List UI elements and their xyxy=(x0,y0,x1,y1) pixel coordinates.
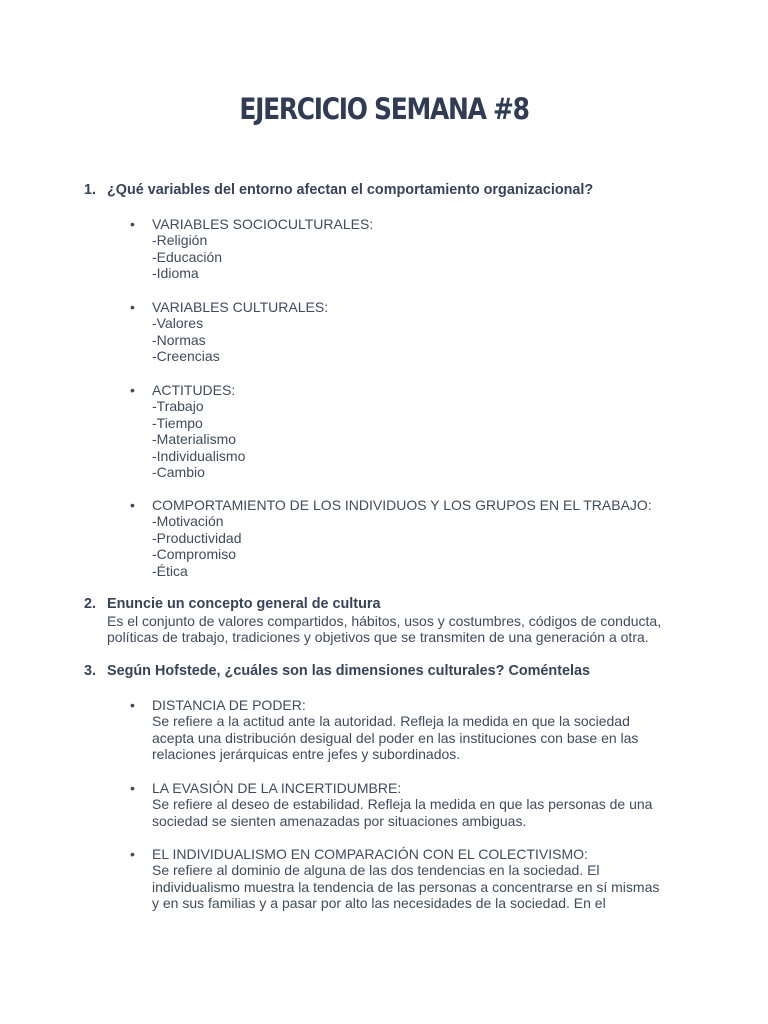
bullet-distancia-poder xyxy=(130,697,639,763)
question-number: 1. xyxy=(84,182,97,198)
answer-2 xyxy=(107,613,661,646)
bullet-text-line: individualismo muestra la tendencia de las personas a concentrarse en sí mismas xyxy=(152,878,660,895)
bullet-comportamiento xyxy=(130,497,652,579)
list-item: -Religión xyxy=(152,232,208,249)
bullet-text-line: Se refiere al deseo de estabilidad. Refleja la medida en que las personas de una xyxy=(152,796,653,813)
list-item: -Materialismo xyxy=(152,431,237,448)
list-item: -Ética xyxy=(152,562,188,579)
bullet-heading: COMPORTAMIENTO DE LOS INDIVIDUOS Y LOS GRUPOS EN EL TRABAJO: xyxy=(152,497,652,513)
bullet-dot-icon: • xyxy=(130,846,135,862)
answer-line: Es el conjunto de valores compartidos, hábitos, usos y costumbres, códigos de conducta, xyxy=(107,613,662,629)
bullet-individualismo xyxy=(130,846,660,912)
list-item: -Individualismo xyxy=(152,447,246,464)
list-item: -Valores xyxy=(152,315,204,332)
bullet-text-line: acepta una distribución desigual del poder en las instituciones con base en las xyxy=(152,729,639,746)
bullet-text-line: Se refiere al dominio de alguna de las dos tendencias en la sociedad. El xyxy=(152,862,600,879)
list-item: -Creencias xyxy=(152,348,220,365)
question-number: 3. xyxy=(84,663,97,679)
bullet-dot-icon: • xyxy=(130,697,135,713)
bullet-text-line: sociedad se sienten amenazadas por situaciones ambiguas. xyxy=(152,812,527,829)
list-item: -Educación xyxy=(152,248,223,265)
list-item: -Motivación xyxy=(152,513,224,530)
bullet-heading: DISTANCIA DE PODER: xyxy=(152,697,306,713)
bullet-heading: LA EVASIÓN DE LA INCERTIDUMBRE: xyxy=(152,780,402,796)
bullet-actitudes xyxy=(130,382,246,481)
bullet-heading: ACTITUDES: xyxy=(152,382,236,398)
document-title: EJERCICIO SEMANA #8 xyxy=(239,92,529,126)
bullet-text-line: relaciones jerárquicas entre jefes y subordinados. xyxy=(152,746,461,763)
bullet-heading: VARIABLES SOCIOCULTURALES: xyxy=(152,216,374,232)
bullet-text-line: y en sus familias y a pasar por alto las necesidades de la sociedad. En el xyxy=(152,895,606,912)
answer-line: políticas de trabajo, tradiciones y objetivos que se transmiten de una generación a otra. xyxy=(107,629,649,646)
question-number: 2. xyxy=(84,596,97,612)
bullet-socioculturales xyxy=(130,216,374,282)
bullet-dot-icon: • xyxy=(130,299,135,315)
bullet-culturales xyxy=(130,299,329,365)
bullet-dot-icon: • xyxy=(130,780,135,796)
question-1 xyxy=(84,182,593,198)
question-3 xyxy=(84,663,590,679)
bullet-dot-icon: • xyxy=(130,497,135,513)
list-item: -Trabajo xyxy=(152,398,204,415)
bullet-evasion-incertidumbre xyxy=(130,780,653,829)
bullet-dot-icon: • xyxy=(130,216,135,232)
bullet-heading: VARIABLES CULTURALES: xyxy=(152,299,329,315)
bullet-heading: EL INDIVIDUALISMO EN COMPARACIÓN CON EL COLECTIVISMO: xyxy=(152,846,588,862)
list-item: -Normas xyxy=(152,331,206,348)
question-text: Enuncie un concepto general de cultura xyxy=(107,596,381,612)
list-item: -Idioma xyxy=(152,265,199,282)
list-item: -Cambio xyxy=(152,464,205,481)
question-2 xyxy=(84,596,380,612)
bullet-text-line: Se refiere a la actitud ante la autoridad. Refleja la medida en que la sociedad xyxy=(152,713,630,730)
list-item: -Productividad xyxy=(152,529,242,546)
question-text: Según Hofstede, ¿cuáles son las dimensiones culturales? Coméntelas xyxy=(107,663,591,679)
list-item: -Tiempo xyxy=(152,414,203,431)
list-item: -Compromiso xyxy=(152,546,237,563)
question-text: ¿Qué variables del entorno afectan el comportamiento organizacional? xyxy=(107,182,594,198)
bullet-dot-icon: • xyxy=(130,382,135,398)
